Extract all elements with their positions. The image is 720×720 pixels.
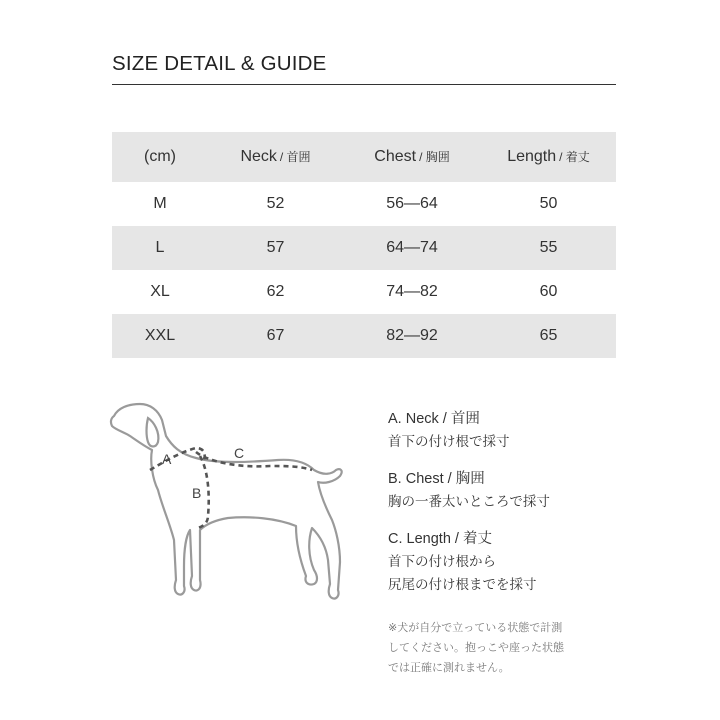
- cell-chest: 56—64: [386, 195, 438, 212]
- cell-size: XL: [150, 283, 170, 300]
- cell-chest: 82—92: [386, 327, 438, 344]
- guide-length: [388, 528, 628, 597]
- guide-length-desc-2: 尻尾の付け根までを採寸: [388, 577, 537, 593]
- header-neck: Neck / 首囲: [240, 148, 311, 165]
- label-c: C: [234, 445, 245, 461]
- guide-chest-desc: 胸の一番太いところで採寸: [388, 494, 550, 510]
- note-line-2: してください。抱っこや座った状態: [388, 641, 564, 654]
- cell-chest: 74—82: [386, 283, 438, 300]
- cell-size: M: [153, 195, 167, 212]
- note-line-3: では正確に測れません。: [388, 661, 510, 674]
- guide-neck-desc: 首下の付け根で採寸: [388, 434, 510, 450]
- table-row: [112, 314, 616, 358]
- cell-chest: 64—74: [386, 239, 438, 256]
- table-row: [112, 270, 616, 314]
- table-header-row: [112, 132, 616, 182]
- label-a: A: [162, 451, 172, 467]
- header-unit: (cm): [144, 148, 176, 165]
- measurement-note: [388, 618, 618, 678]
- guide-neck-title: A. Neck / 首囲: [388, 411, 480, 427]
- guide-length-desc-1: 首下の付け根から: [388, 554, 496, 570]
- cell-length: 55: [539, 239, 558, 256]
- cell-neck: 67: [266, 327, 285, 344]
- title-divider: [112, 84, 616, 85]
- cell-length: 60: [539, 283, 558, 300]
- header-length: Length / 着丈: [507, 148, 590, 165]
- table-row: [112, 226, 616, 270]
- label-b: B: [192, 485, 202, 501]
- cell-neck: 52: [266, 195, 285, 212]
- guide-neck: [388, 408, 628, 454]
- cell-size: L: [155, 239, 165, 256]
- table-row: [112, 182, 616, 226]
- cell-length: 50: [539, 195, 558, 212]
- cell-size: XXL: [144, 327, 176, 344]
- cell-neck: 57: [266, 239, 285, 256]
- header-chest: Chest / 胸囲: [374, 148, 450, 165]
- page-title: SIZE DETAIL & GUIDE: [112, 52, 327, 75]
- cell-length: 65: [539, 327, 558, 344]
- note-line-1: ※犬が自分で立っている状態で計測: [388, 621, 563, 634]
- measurement-guide: [388, 408, 628, 611]
- dog-measurement-diagram: [100, 390, 350, 610]
- dog-ear-icon: [147, 418, 159, 447]
- guide-length-title: C. Length / 着丈: [388, 531, 492, 547]
- guide-chest: [388, 468, 628, 514]
- size-table: [112, 132, 616, 358]
- guide-chest-title: B. Chest / 胸囲: [388, 471, 485, 487]
- cell-neck: 62: [266, 283, 285, 300]
